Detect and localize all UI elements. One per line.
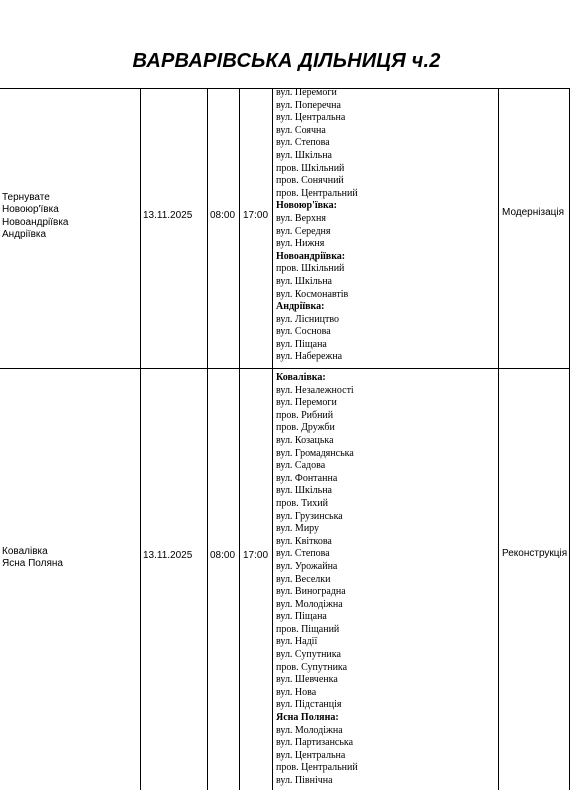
street-item: пров. Дружби xyxy=(276,422,335,434)
street-item: вул. Миру xyxy=(276,523,320,535)
streets-cell xyxy=(276,87,496,364)
street-item: вул. Громадянська xyxy=(276,447,354,459)
locality-heading: Ковалівка: xyxy=(276,372,326,383)
street-item: вул. Набережна xyxy=(276,351,343,363)
street-item: вул. Козацька xyxy=(276,434,334,446)
village-name: Ясна Поляна xyxy=(2,558,63,570)
street-item: вул. Нова xyxy=(276,686,317,698)
row-divider xyxy=(0,368,570,369)
streets-cell xyxy=(276,372,496,788)
street-item: вул. Молодіжна xyxy=(276,598,343,610)
start-time-cell: 08:00 xyxy=(210,210,236,221)
villages-cell xyxy=(2,192,69,242)
street-item: вул. Виноградна xyxy=(276,586,346,598)
street-item: пров. Центральний xyxy=(276,187,358,199)
street-item: пров. Супутника xyxy=(276,661,348,673)
street-item: вул. Шкільна xyxy=(276,485,332,497)
end-time-cell: 17:00 xyxy=(243,210,269,221)
start-time-cell: 08:00 xyxy=(210,550,236,561)
village-name: Новоюр'ївка xyxy=(2,204,59,216)
street-item: вул. Грузинська xyxy=(276,510,343,522)
street-item: вул. Незалежності xyxy=(276,384,354,396)
street-item: вул. Перемоги xyxy=(276,397,337,409)
street-item: пров. Центральний xyxy=(276,762,358,774)
street-item: вул. Надії xyxy=(276,636,318,648)
village-name: Новоандріївка xyxy=(2,216,69,228)
locality-heading: Андріївка: xyxy=(276,301,325,313)
street-item: вул. Шевченка xyxy=(276,674,338,686)
street-item: вул. Підстанція xyxy=(276,699,342,711)
column-divider xyxy=(272,88,273,790)
street-item: вул. Супутника xyxy=(276,649,341,661)
locality-heading: Новоандріївка: xyxy=(276,250,346,262)
street-item: вул. Північна xyxy=(276,775,333,786)
street-item: вул. Партизанська xyxy=(276,737,354,749)
locality-heading: Ясна Поляна: xyxy=(276,712,339,724)
street-item: вул. Поперечна xyxy=(276,99,341,111)
street-item: вул. Фонтанна xyxy=(276,472,338,484)
street-item: вул. Нижня xyxy=(276,238,325,250)
street-item: вул. Урожайна xyxy=(276,560,338,572)
street-item: вул. Лісництво xyxy=(276,313,340,325)
street-item: вул. Шкільна xyxy=(276,275,332,287)
street-item: вул. Степова xyxy=(276,548,330,560)
street-item: вул. Космонавтів xyxy=(276,288,349,300)
street-item: пров. Піщаний xyxy=(276,623,340,635)
column-divider xyxy=(239,88,240,790)
column-divider xyxy=(498,88,499,790)
street-item: вул. Веселки xyxy=(276,573,331,585)
reason-cell: Реконструкція xyxy=(502,548,568,559)
street-item: пров. Тихий xyxy=(276,497,328,509)
reason-cell: Модернізація xyxy=(502,207,564,218)
street-item: пров. Шкільний xyxy=(276,263,345,275)
street-item: вул. Середня xyxy=(276,225,331,237)
street-item: вул. Соснова xyxy=(276,326,331,338)
street-item: вул. Степова xyxy=(276,137,330,149)
street-item: пров. Рибний xyxy=(276,409,334,421)
end-time-cell: 17:00 xyxy=(243,550,269,561)
street-item: вул. Шкільна xyxy=(276,149,332,161)
locality-heading: Новоюр'ївка: xyxy=(276,200,337,212)
street-item: вул. Соячна xyxy=(276,124,326,136)
date-cell: 13.11.2025 xyxy=(143,550,193,561)
street-item: вул. Піщана xyxy=(276,611,327,623)
column-divider xyxy=(140,88,141,790)
street-item: пров. Сонячний xyxy=(276,175,344,187)
street-item: вул. Молодіжна xyxy=(276,724,343,736)
column-divider xyxy=(207,88,208,790)
village-name: Тернувате xyxy=(2,192,50,203)
page-title: ВАРВАРІВСЬКА ДІЛЬНИЦЯ ч.2 xyxy=(132,50,441,72)
street-item: вул. Центральна xyxy=(276,749,346,761)
street-item: вул. Перемоги xyxy=(276,87,337,98)
street-item: вул. Піщана xyxy=(276,338,327,350)
street-item: вул. Садова xyxy=(276,460,326,472)
column-divider xyxy=(569,88,570,790)
street-item: вул. Квіткова xyxy=(276,535,332,547)
village-name: Ковалівка xyxy=(2,546,48,557)
street-item: пров. Шкільний xyxy=(276,162,345,174)
street-item: вул. Центральна xyxy=(276,112,346,124)
date-cell: 13.11.2025 xyxy=(143,210,193,221)
village-name: Андріївка xyxy=(2,229,47,241)
villages-cell xyxy=(2,546,63,571)
street-item: вул. Верхня xyxy=(276,212,326,224)
